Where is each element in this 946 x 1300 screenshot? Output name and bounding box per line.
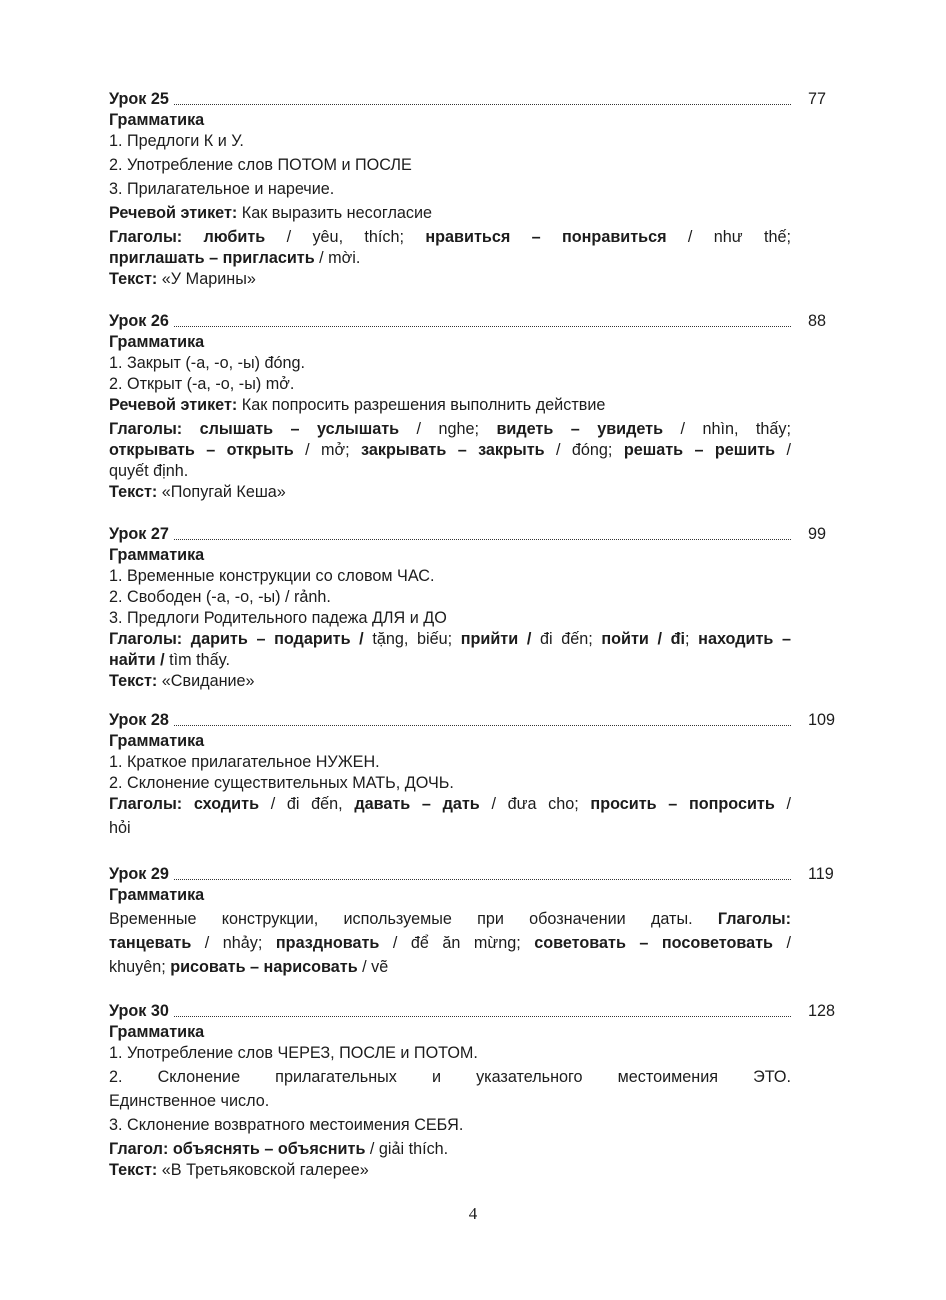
grammar-item: 2. Открыт (-а, -о, -ы) mở. (109, 375, 295, 393)
verb-bold: Глаголы: дарить – подарить / (109, 630, 364, 648)
verbs-line (109, 248, 791, 269)
verb-bold: танцевать (109, 934, 192, 952)
text-label: Текст: (109, 1161, 158, 1179)
grammar-item: 1. Употребление слов ЧЕРЕЗ, ПОСЛЕ и ПОТОМ. (109, 1044, 478, 1062)
verbs-line (109, 650, 791, 671)
verbs-line (109, 957, 791, 978)
grammar-item: 2. Склонение прилагательных и указательного местоимения ЭТО. (109, 1068, 791, 1086)
grammar-item: 3. Прилагательное и наречие. (109, 180, 335, 198)
etiquette-text: Как попросить разрешения выполнить действие (237, 396, 606, 414)
verb-bold: приглашать – пригласить (109, 249, 315, 267)
verb-translation: / mở; (293, 441, 362, 459)
verb-translation: / nghe; (399, 420, 497, 438)
grammar-heading: Грамматика (109, 1023, 205, 1041)
verb-bold: Глаголы: сходить (109, 795, 260, 813)
lesson-25 (109, 89, 827, 290)
grammar-item: 1. Закрыт (-а, -о, -ы) đóng. (109, 354, 305, 372)
etiquette-label: Речевой этикет: (109, 396, 238, 414)
verb-bold: решать – решить (623, 441, 776, 459)
page-reference: 88 (808, 312, 827, 330)
grammar-heading: Грамматика (109, 333, 205, 351)
grammar-item: 2. Склонение существительных МАТЬ, ДОЧЬ. (109, 774, 454, 792)
verb-translation: ; (685, 630, 699, 648)
text-title: «Свидание» (157, 672, 255, 690)
verb-translation: / (773, 934, 792, 952)
verb-bold: находить – (698, 630, 791, 648)
page-reference: 77 (808, 90, 827, 108)
verb-translation: / nhìn, thấy; (663, 420, 792, 438)
verbs-line (109, 909, 791, 930)
verbs-line (109, 1139, 791, 1160)
grammar-item: 3. Склонение возвратного местоимения СЕБЯ. (109, 1116, 464, 1134)
verb-translation: / đóng; (544, 441, 624, 459)
verbs-line (109, 794, 791, 815)
verb-bold: найти / (109, 651, 165, 669)
dot-leader (109, 326, 791, 327)
verb-translation: / (774, 795, 791, 813)
text-line (109, 1160, 791, 1181)
verb-bold: Глаголы: (717, 910, 791, 928)
text-title: «У Марины» (157, 270, 256, 288)
verb-translation: tặng, biếu; (363, 630, 461, 648)
page-reference: 99 (808, 525, 827, 543)
lesson-title-row (109, 311, 827, 332)
text-title: «Попугай Кеша» (157, 483, 286, 501)
verb-translation: tìm thấy. (164, 651, 230, 669)
lesson-title-row (109, 864, 834, 885)
verb-bold: Глаголы: любить (109, 228, 266, 246)
text-line (109, 482, 791, 503)
verb-bold: нравиться – понравиться (425, 228, 667, 246)
verb-translation: / vẽ (357, 958, 389, 976)
etiquette-line (109, 395, 791, 416)
verb-bold: Глаголы: слышать – услышать (109, 420, 400, 438)
dot-leader (109, 879, 791, 880)
grammar-item: 2. Свободен (-а, -о, -ы) / rảnh. (109, 588, 331, 606)
verb-translation: / như thế; (666, 228, 791, 246)
lesson-28 (109, 710, 836, 839)
verb-translation: đi đến; (531, 630, 602, 648)
lesson-title: Урок 29 (109, 865, 173, 883)
text-label: Текст: (109, 672, 158, 690)
verb-bold: закрывать – закрыть (361, 441, 545, 459)
verbs-line (109, 440, 791, 461)
verb-bold: праздновать (275, 934, 380, 952)
verb-translation: khuyên; (109, 958, 171, 976)
grammar-item-continuation: Единственное число. (109, 1092, 270, 1110)
verb-translation: quyết định. (109, 462, 189, 480)
lesson-title-row (109, 89, 827, 110)
text-line (109, 269, 791, 290)
verbs-line (109, 629, 791, 650)
page-reference: 109 (808, 711, 836, 729)
verb-translation: / để ăn mừng; (379, 934, 535, 952)
lesson-title: Урок 30 (109, 1002, 173, 1020)
lesson-30 (109, 1001, 836, 1181)
verbs-line (109, 818, 791, 839)
verb-translation: hỏi (109, 819, 131, 837)
verb-bold: рисовать – нарисовать (170, 958, 358, 976)
dot-leader (109, 104, 791, 105)
grammar-heading: Грамматика (109, 886, 205, 904)
verb-bold: просить – попросить (590, 795, 775, 813)
verb-translation: / yêu, thích; (265, 228, 426, 246)
grammar-item: 1. Краткое прилагательное НУЖЕН. (109, 753, 380, 771)
etiquette-label: Речевой этикет: (109, 204, 238, 222)
grammar-item: 3. Предлоги Родительного падежа ДЛЯ и ДО (109, 609, 447, 627)
grammar-heading: Грамматика (109, 111, 205, 129)
dot-leader (109, 725, 791, 726)
verb-bold: открывать – открыть (109, 441, 294, 459)
verb-bold: прийти / (460, 630, 532, 648)
grammar-item: 1. Временные конструкции со словом ЧАС. (109, 567, 435, 585)
verb-translation: / mời. (314, 249, 361, 267)
grammar-item: 1. Предлоги К и У. (109, 132, 244, 150)
lesson-title-row (109, 710, 836, 731)
verb-bold: советовать – посоветовать (534, 934, 773, 952)
text-label: Текст: (109, 270, 158, 288)
verbs-line (109, 461, 791, 482)
verb-translation: / đưa cho; (479, 795, 591, 813)
verb-translation: / (775, 441, 792, 459)
verb-bold: давать – дать (354, 795, 480, 813)
dot-leader (109, 539, 791, 540)
lesson-title: Урок 26 (109, 312, 173, 330)
verb-bold: Глагол: объяснять – объяснить (109, 1140, 366, 1158)
lesson-29 (109, 864, 834, 978)
lesson-title-row (109, 524, 827, 545)
lesson-title-row (109, 1001, 836, 1022)
verb-translation: / giải thích. (365, 1140, 449, 1158)
lesson-title: Урок 28 (109, 711, 173, 729)
verbs-line (109, 933, 791, 954)
lesson-27 (109, 524, 827, 692)
grammar-heading: Грамматика (109, 546, 205, 564)
lesson-26 (109, 311, 827, 503)
text-line (109, 671, 791, 692)
verb-translation: / đi đến, (259, 795, 355, 813)
grammar-heading: Грамматика (109, 732, 205, 750)
lesson-title: Урок 27 (109, 525, 173, 543)
verb-translation: / nhảy; (191, 934, 276, 952)
grammar-item: 2. Употребление слов ПОТОМ и ПОСЛЕ (109, 156, 412, 174)
page-reference: 119 (808, 865, 834, 883)
verbs-line (109, 227, 791, 248)
text-title: «В Третьяковской галерее» (157, 1161, 369, 1179)
verb-bold: видеть – увидеть (496, 420, 664, 438)
verb-bold: пойти / đi (601, 630, 686, 648)
text-label: Текст: (109, 483, 158, 501)
verb-translation: Временные конструкции, используемые при обозначении даты. (109, 910, 718, 928)
etiquette-text: Как выразить несогласие (237, 204, 433, 222)
page-reference: 128 (808, 1002, 836, 1020)
lesson-title: Урок 25 (109, 90, 173, 108)
etiquette-line (109, 203, 791, 224)
dot-leader (109, 1016, 791, 1017)
verbs-line (109, 419, 791, 440)
page-number: 4 (468, 1204, 478, 1223)
